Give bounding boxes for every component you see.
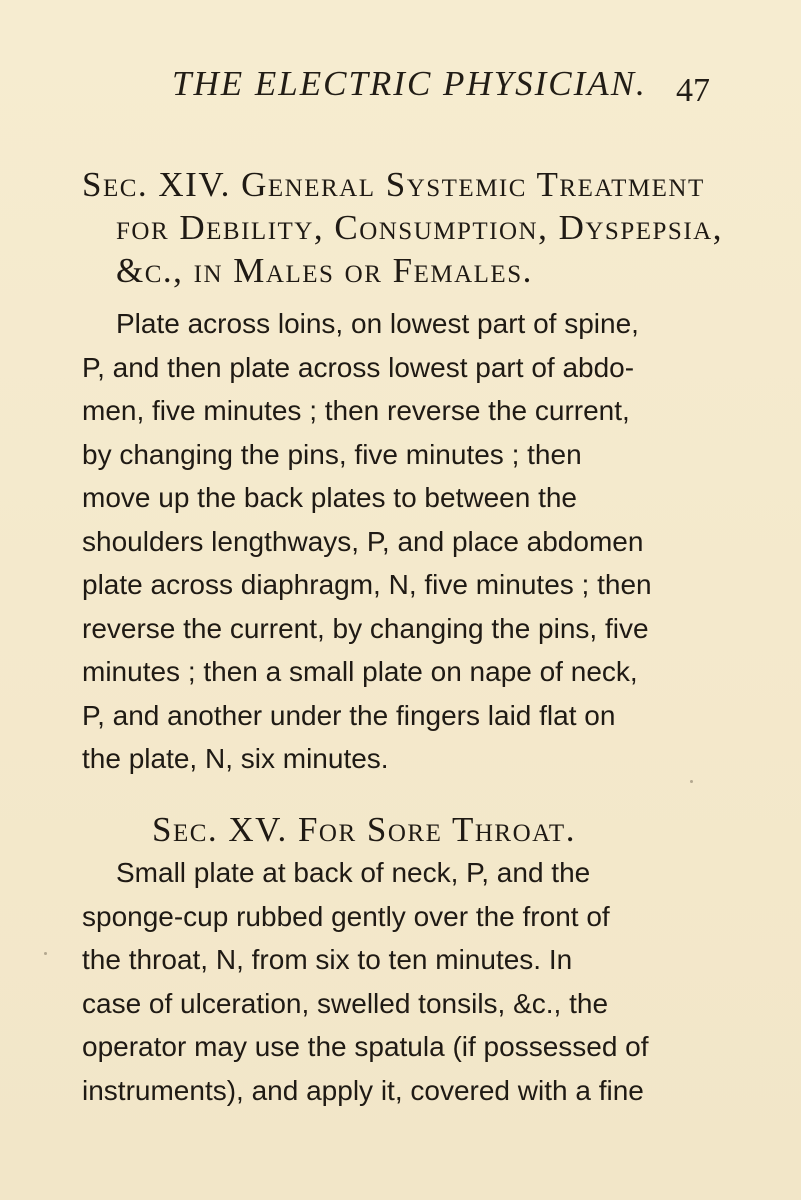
body-line: Plate across loins, on lowest part of spine, <box>116 308 639 339</box>
body-line: P, and another under the fingers laid flat on <box>82 699 616 731</box>
section-14-heading <box>82 163 772 292</box>
body-line: men, five minutes ; then reverse the current, <box>82 395 630 426</box>
page-number: 47 <box>676 72 710 109</box>
body-line: the plate, N, six minutes. <box>82 743 389 774</box>
section-14-heading-line: Sec. XIV. General Systemic Treatment <box>82 165 705 204</box>
section-15-heading-line: Sec. XV. For Sore Throat. <box>152 810 576 849</box>
body-line: the throat, N, from six to ten minutes. In <box>82 944 573 975</box>
body-line: sponge-cup rubbed gently over the front of <box>82 900 610 932</box>
body-line: shoulders lengthways, P, and place abdomen <box>82 525 644 557</box>
body-line: by changing the pins, five minutes ; then <box>82 438 582 470</box>
running-head <box>0 60 801 110</box>
section-15-body <box>82 851 742 1112</box>
body-line: P, and then plate across lowest part of abdo- <box>82 351 635 383</box>
section-15-heading <box>152 808 672 851</box>
section-14-heading-line: &c., in Males or Females. <box>116 251 533 290</box>
paper-speck <box>690 780 693 783</box>
body-line: reverse the current, by changing the pins, five <box>82 612 649 644</box>
body-line: operator may use the spatula (if possessed of <box>82 1031 649 1062</box>
section-14-body <box>82 302 742 781</box>
body-line: instruments), and apply it, covered with a fine <box>82 1074 644 1106</box>
section-14-heading-line: for Debility, Consumption, Dyspepsia, <box>116 208 723 247</box>
paper-speck <box>44 952 47 955</box>
running-title: THE ELECTRIC PHYSICIAN. <box>172 64 647 103</box>
body-line: Small plate at back of neck, P, and the <box>116 857 591 888</box>
body-line: move up the back plates to between the <box>82 482 577 513</box>
body-line: case of ulceration, swelled tonsils, &c., the <box>82 987 609 1019</box>
body-line: plate across diaphragm, N, five minutes ; then <box>82 569 652 600</box>
body-line: minutes ; then a small plate on nape of neck, <box>82 656 638 687</box>
